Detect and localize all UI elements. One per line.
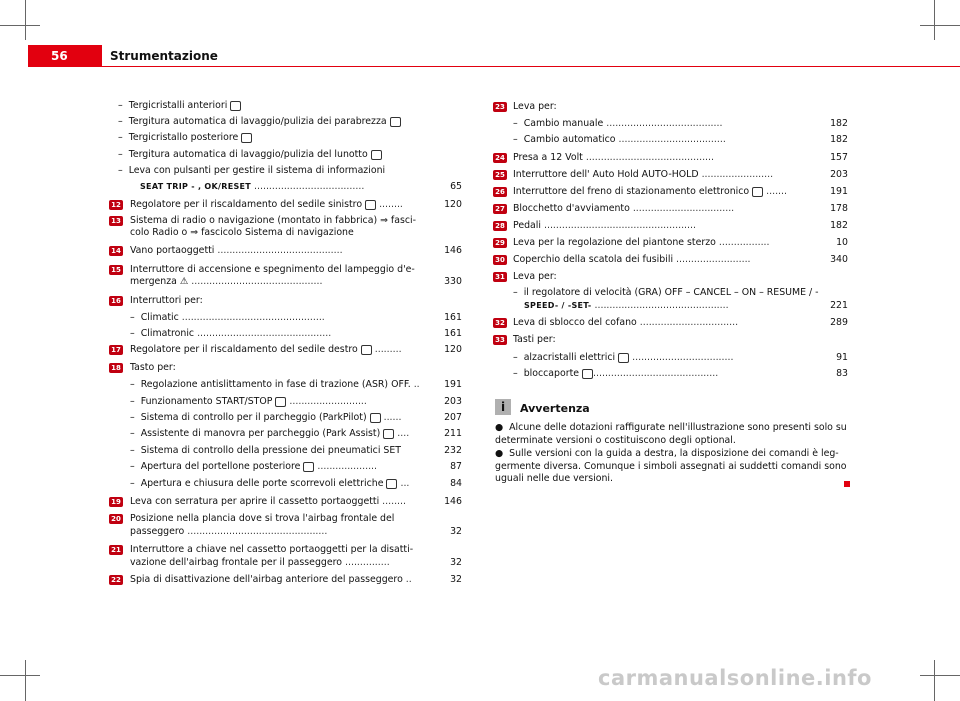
page-ref: 221 — [830, 300, 848, 311]
hazard-icon: ⚠ — [179, 276, 189, 287]
page-ref: 83 — [836, 368, 848, 379]
tailgate-icon — [303, 462, 314, 472]
list-item: Leva con serratura per aprire il cassetto portaoggetti ........ — [130, 496, 406, 507]
item-badge: 33 — [493, 335, 507, 345]
list-item: – Apertura del portellone posteriore .................... — [130, 461, 378, 472]
list-item: Coperchio della scatola dei fusibili ......................... — [513, 254, 751, 265]
crop-mark — [25, 0, 26, 40]
list-item: – Tergitura automatica di lavaggio/pulizia del lunotto — [118, 149, 382, 161]
seat-heat-icon — [365, 200, 376, 210]
item-badge: 31 — [493, 272, 507, 282]
list-item: Leva per la regolazione del piantone sterzo ................. — [513, 237, 770, 248]
page-ref: 191 — [830, 186, 848, 197]
page-ref: 32 — [450, 574, 462, 585]
page-ref: 84 — [450, 478, 462, 489]
crop-mark — [934, 0, 935, 40]
list-item: – Climatronic ............................................. — [130, 328, 332, 339]
rear-washer-icon — [371, 150, 382, 160]
item-badge: 29 — [493, 238, 507, 248]
page-ref: 340 — [830, 254, 848, 265]
list-item: Leva per: — [513, 271, 557, 282]
list-item: – Tergitura automatica di lavaggio/pulizia dei parabrezza — [118, 116, 401, 128]
page-ref: 32 — [450, 526, 462, 537]
window-icon — [618, 353, 629, 363]
list-item: – Regolazione antislittamento in fase di trazione (ASR) OFF. .. — [130, 379, 420, 390]
page-ref: 146 — [444, 245, 462, 256]
list-item: Leva di sblocco del cofano ................................. — [513, 317, 739, 328]
page-ref: 120 — [444, 344, 462, 355]
page-ref: 203 — [830, 169, 848, 180]
page-ref: 65 — [450, 181, 462, 192]
note-paragraph: ● Sulle versioni con la guida a destra, la disposizione dei comandi è leg- germente diversa. Comunque i simboli assegnati ai suddetti comandi sono uguali nelle due versioni. — [495, 448, 847, 484]
park-assist-icon — [383, 429, 394, 439]
item-badge: 26 — [493, 187, 507, 197]
item-badge: 28 — [493, 221, 507, 231]
crop-mark — [934, 660, 935, 701]
item-badge: 27 — [493, 204, 507, 214]
list-item: – Sistema di controllo della pressione dei pneumatici SET — [130, 445, 402, 456]
list-item: Regolatore per il riscaldamento del sedile sinistro ........ — [130, 199, 403, 210]
page-ref: 120 — [444, 199, 462, 210]
list-item-cont: vazione dell'airbag frontale per il passeggero ............... — [130, 557, 390, 568]
list-item: Spia di disattivazione dell'airbag anteriore del passeggero .. — [130, 574, 412, 585]
item-badge: 18 — [109, 363, 123, 373]
list-item-cont: SEAT TRIP - , OK/RESET ..................................... — [140, 181, 365, 192]
page-ref: 87 — [450, 461, 462, 472]
crop-mark — [25, 660, 26, 701]
crop-mark — [0, 25, 40, 26]
page-ref: 232 — [444, 445, 462, 456]
watermark: carmanualsonline.info — [598, 666, 872, 690]
item-badge: 21 — [109, 545, 123, 555]
list-item-cont: colo Radio o ⇒ fascicolo Sistema di navigazione — [130, 227, 354, 238]
list-item: Blocchetto d'avviamento .................................. — [513, 203, 735, 214]
item-badge: 20 — [109, 514, 123, 524]
page-ref: 157 — [830, 152, 848, 163]
list-item: – bloccaporte .......................................... — [513, 368, 719, 379]
wiper-icon — [230, 101, 241, 111]
list-item-cont: mergenza ⚠ ............................................ — [130, 276, 323, 287]
page-ref: 182 — [830, 220, 848, 231]
page-ref: 191 — [444, 379, 462, 390]
list-item: Regolatore per il riscaldamento del sedile destro ......... — [130, 344, 402, 355]
list-item: Tasti per: — [513, 334, 556, 345]
list-item: – il regolatore di velocità (GRA) OFF – CANCEL – ON – RESUME / - — [513, 287, 819, 298]
list-item: Posizione nella plancia dove si trova l'airbag frontale del — [130, 513, 395, 524]
item-badge: 23 — [493, 102, 507, 112]
list-item: Vano portaoggetti .......................................... — [130, 245, 343, 256]
page-ref: 91 — [836, 352, 848, 363]
item-badge: 17 — [109, 345, 123, 355]
page-ref: 203 — [444, 396, 462, 407]
item-badge: 12 — [109, 200, 123, 210]
parkpilot-icon — [370, 413, 381, 423]
page-ref: 161 — [444, 312, 462, 323]
crop-mark — [920, 675, 960, 676]
page-ref: 10 — [836, 237, 848, 248]
page-ref: 207 — [444, 412, 462, 423]
note-paragraph: ● Alcune delle dotazioni raffigurate nell'illustrazione sono presenti solo su determinate versioni o costituiscono degli optional. — [495, 422, 847, 446]
item-badge: 32 — [493, 318, 507, 328]
rear-wiper-icon — [241, 133, 252, 143]
list-item: – Leva con pulsanti per gestire il sistema di informazioni — [118, 165, 386, 176]
item-badge: 16 — [109, 296, 123, 306]
list-item: – Tergicristalli anteriori — [118, 100, 241, 112]
list-item: – Climatic ................................................ — [130, 312, 325, 323]
page-number-box — [28, 45, 102, 67]
page-title: Strumentazione — [110, 49, 218, 63]
list-item-cont: SPEED- / -SET- ............................................. — [524, 300, 729, 311]
section-end-mark — [844, 481, 850, 487]
page-ref: 182 — [830, 134, 848, 145]
list-item: – alzacristalli elettrici .................................. — [513, 352, 734, 363]
list-item: – Cambio manuale ....................................... — [513, 118, 723, 129]
list-item: – Sistema di controllo per il parcheggio (ParkPilot) ...... — [130, 412, 402, 423]
page-number: 56 — [51, 49, 68, 63]
crop-mark — [0, 675, 40, 676]
list-item: Leva per: — [513, 101, 557, 112]
item-badge: 22 — [109, 575, 123, 585]
list-item-cont: passeggero ............................................... — [130, 526, 328, 537]
list-item: – Tergicristallo posteriore — [118, 132, 252, 144]
list-item: Presa a 12 Volt ........................................... — [513, 152, 714, 163]
item-badge: 19 — [109, 497, 123, 507]
item-badge: 25 — [493, 170, 507, 180]
page-ref: 289 — [830, 317, 848, 328]
list-item: – Cambio automatico .................................... — [513, 134, 726, 145]
page-ref: 146 — [444, 496, 462, 507]
page-ref: 32 — [450, 557, 462, 568]
list-item: – Apertura e chiusura delle porte scorrevoli elettriche ... — [130, 478, 410, 489]
page-ref: 178 — [830, 203, 848, 214]
page-ref: 211 — [444, 428, 462, 439]
list-item: Interruttori per: — [130, 295, 203, 306]
page-ref: 161 — [444, 328, 462, 339]
list-item: Interruttore del freno di stazionamento elettronico ....... — [513, 186, 787, 197]
list-item: Interruttore di accensione e spegnimento del lampeggio d'e- — [130, 264, 415, 275]
washer-icon — [390, 117, 401, 127]
list-item: – Assistente di manovra per parcheggio (Park Assist) .... — [130, 428, 410, 439]
header-rule — [102, 66, 960, 67]
list-item: Pedali ................................................... — [513, 220, 696, 231]
list-item: Sistema di radio o navigazione (montato in fabbrica) ⇒ fasci- — [130, 215, 417, 226]
list-item: Interruttore dell' Auto Hold AUTO-HOLD ........................ — [513, 169, 774, 180]
lock-icon — [582, 369, 593, 379]
item-badge: 14 — [109, 246, 123, 256]
item-badge: 15 — [109, 265, 123, 275]
item-badge: 13 — [109, 216, 123, 226]
sliding-door-icon — [386, 479, 397, 489]
crop-mark — [920, 25, 960, 26]
warning-title: Avvertenza — [520, 402, 590, 415]
page-ref: 182 — [830, 118, 848, 129]
seat-heat-icon — [361, 345, 372, 355]
item-badge: 30 — [493, 255, 507, 265]
parking-brake-icon — [752, 187, 763, 197]
list-item: Interruttore a chiave nel cassetto portaoggetti per la disatti- — [130, 544, 414, 555]
info-icon: i — [495, 399, 511, 415]
start-stop-icon — [275, 397, 286, 407]
list-item: Tasto per: — [130, 362, 176, 373]
page-ref: 330 — [444, 276, 462, 287]
item-badge: 24 — [493, 153, 507, 163]
list-item: – Funzionamento START/STOP .......................... — [130, 396, 367, 407]
